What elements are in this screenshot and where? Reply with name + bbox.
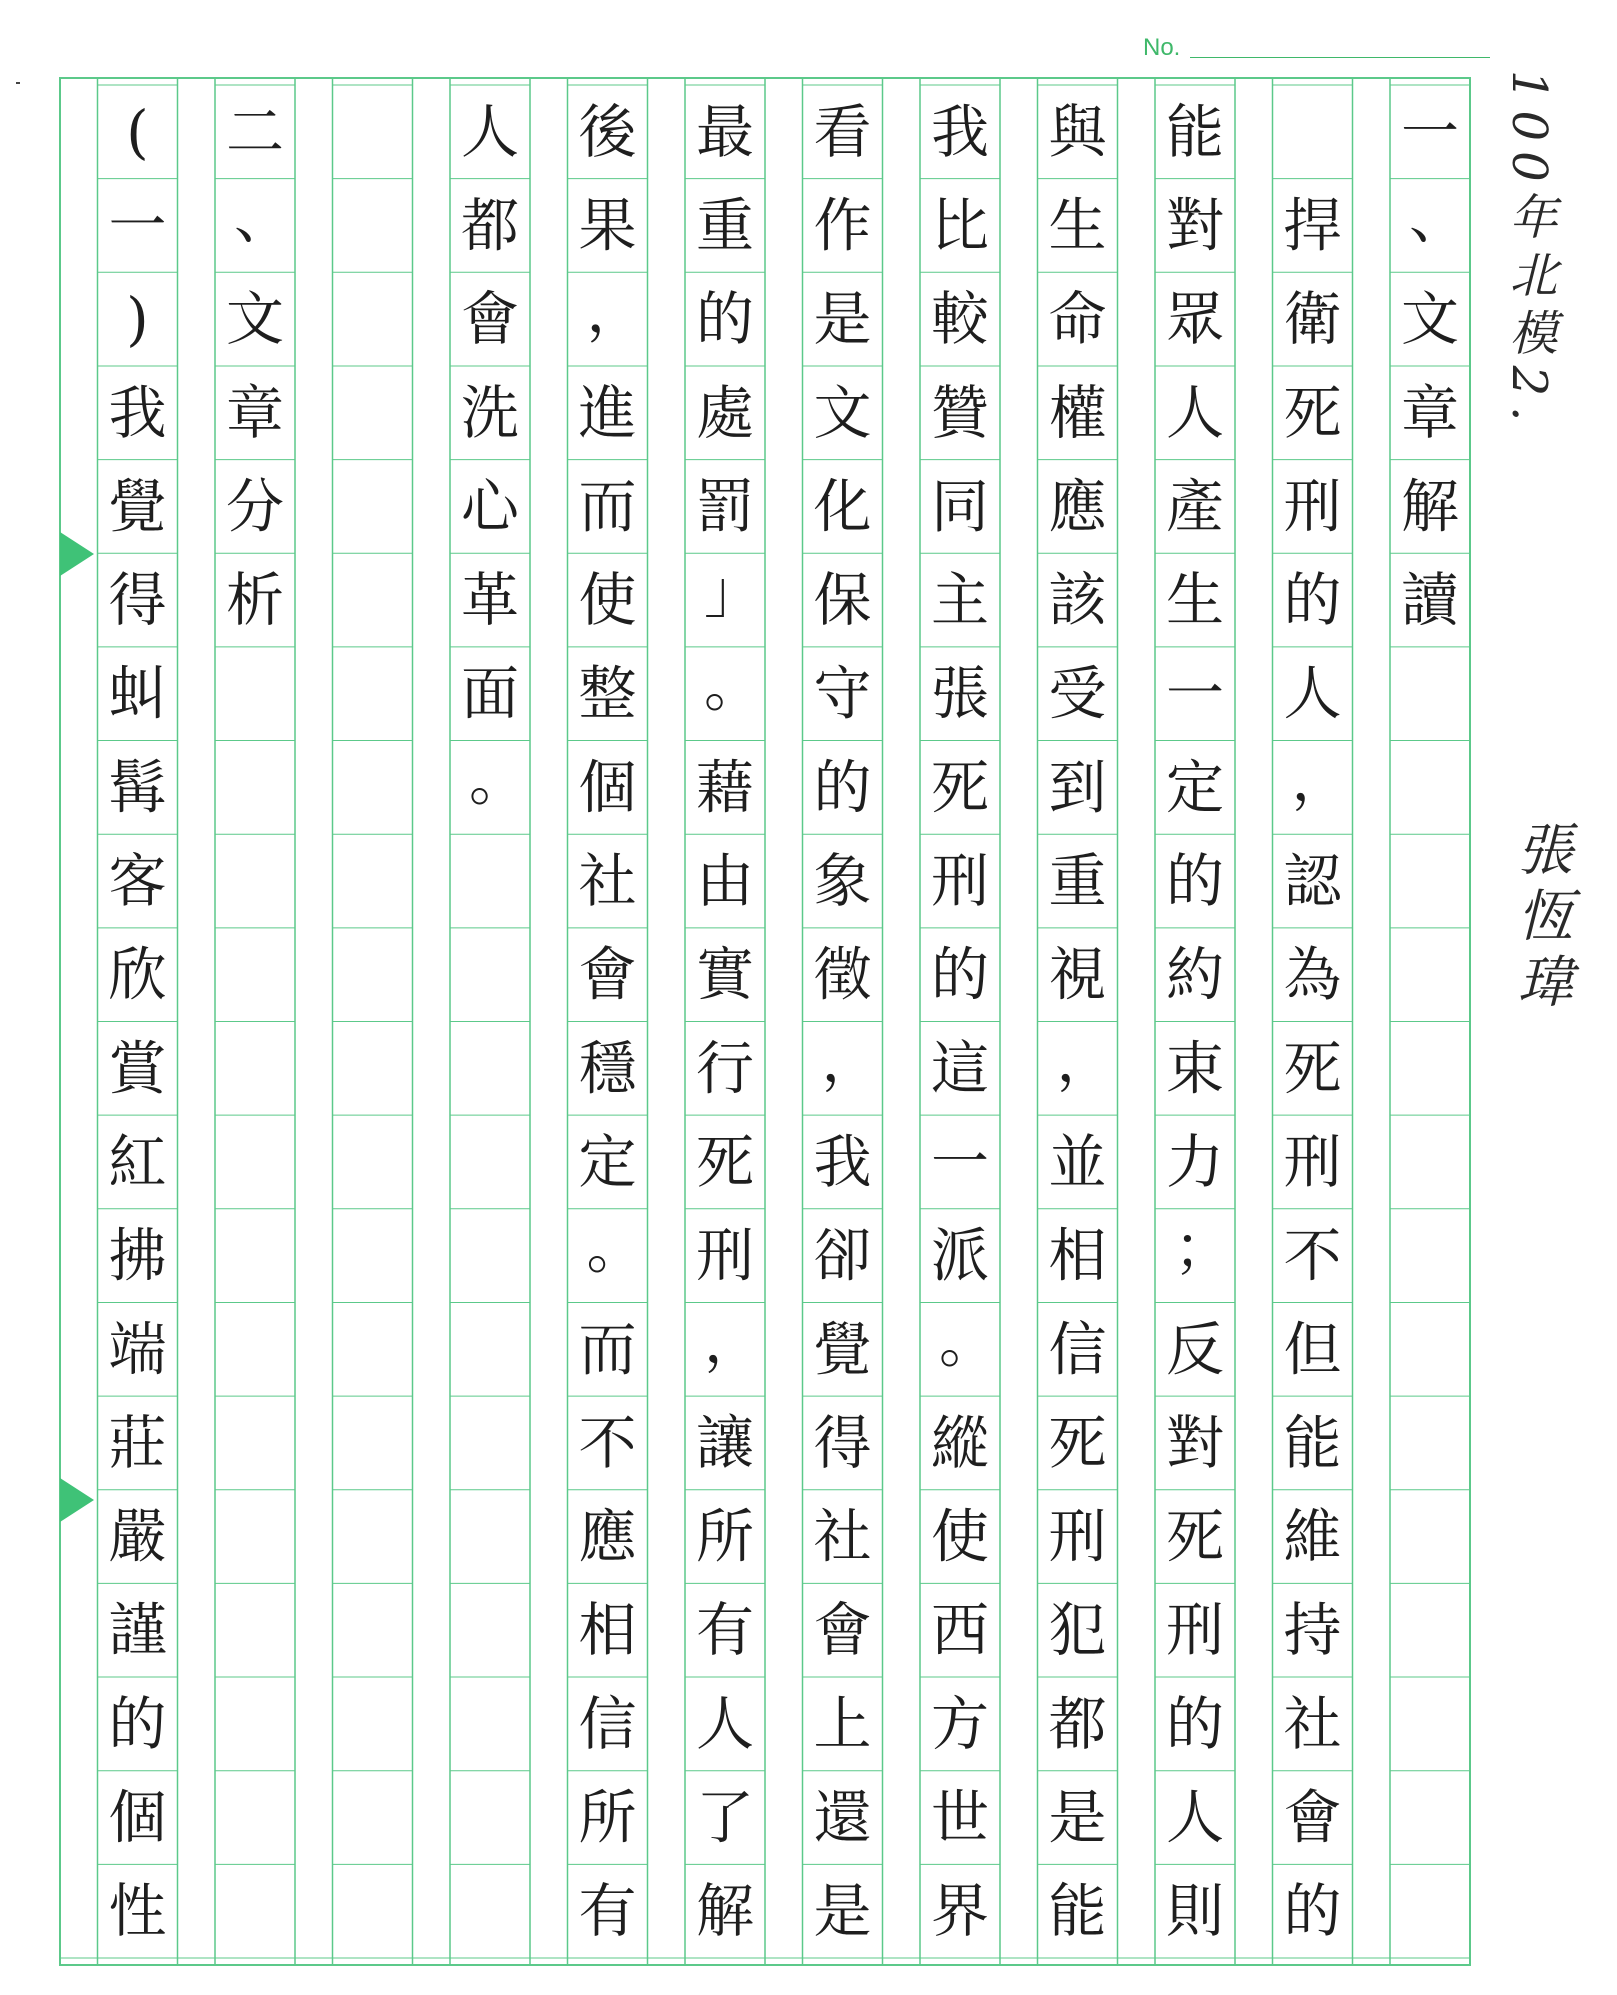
handwritten-char: 為: [1283, 940, 1342, 1009]
handwritten-char: 一: [1400, 97, 1460, 166]
handwritten-char: ；: [1173, 1213, 1233, 1282]
handwritten-char: 相: [1048, 1221, 1107, 1290]
handwritten-char: 的: [1283, 566, 1342, 635]
handwritten-char: 能: [1165, 97, 1225, 166]
handwritten-char: 對: [1165, 191, 1225, 260]
handwritten-char: 會: [1283, 1783, 1342, 1852]
handwritten-char: 讀: [1400, 566, 1460, 635]
handwritten-char: 賞: [108, 1034, 167, 1103]
handwritten-char: 刑: [930, 847, 990, 916]
handwritten-char: 社: [1283, 1689, 1342, 1758]
handwritten-char: 使: [578, 566, 637, 635]
handwritten-char: 都: [460, 191, 520, 260]
handwritten-char: 解: [1400, 472, 1460, 541]
handwritten-char: 一: [108, 191, 167, 260]
handwritten-char: 虯: [108, 659, 167, 728]
handwritten-char: 一: [1165, 659, 1225, 728]
handwritten-char: 」: [703, 558, 763, 627]
handwritten-char: 人: [1165, 1783, 1225, 1852]
handwritten-char: 社: [813, 1502, 872, 1571]
handwritten-char: 穩: [578, 1034, 637, 1103]
handwritten-char: 讓: [695, 1408, 755, 1477]
handwritten-char: 二: [225, 97, 285, 166]
handwritten-char: 覺: [813, 1315, 872, 1384]
handwritten-char: 卻: [813, 1221, 872, 1290]
handwritten-char: 會: [578, 940, 637, 1009]
handwritten-char: 刑: [1283, 472, 1342, 541]
handwritten-char: 分: [225, 472, 285, 541]
handwritten-char: 客: [108, 847, 167, 916]
handwritten-char: 面: [460, 659, 520, 728]
handwritten-char: 死: [930, 753, 990, 822]
handwritten-char: 死: [1165, 1502, 1225, 1571]
handwritten-char: 信: [1048, 1315, 1107, 1384]
handwritten-char: 處: [695, 378, 755, 447]
author-signature: 張恆瑋: [1508, 820, 1573, 1018]
handwritten-char: 覺: [108, 472, 167, 541]
handwritten-char: 。: [586, 1213, 645, 1282]
handwritten-char: 不: [1283, 1221, 1342, 1290]
handwritten-char: 髯: [108, 753, 167, 822]
handwritten-char: 的: [930, 940, 990, 1009]
handwritten-char: 對: [1165, 1408, 1225, 1477]
handwritten-char: 是: [813, 285, 872, 354]
handwritten-char: 。: [703, 651, 763, 720]
handwritten-char: 捍: [1283, 191, 1342, 260]
handwritten-char: 看: [813, 97, 872, 166]
handwritten-char: 力: [1165, 1127, 1225, 1196]
handwritten-char: (: [126, 97, 149, 166]
handwritten-char: 受: [1048, 659, 1107, 728]
handwritten-char: 方: [930, 1689, 990, 1758]
handwritten-char: 一: [930, 1127, 990, 1196]
handwritten-char: 人: [1165, 378, 1225, 447]
handwritten-char: 得: [813, 1408, 872, 1477]
handwritten-char: 都: [1048, 1689, 1107, 1758]
handwritten-char: 我: [930, 97, 990, 166]
handwritten-char: 個: [108, 1783, 167, 1852]
handwritten-char: 主: [930, 566, 990, 635]
handwritten-char: 的: [695, 285, 755, 354]
handwritten-char: 應: [578, 1502, 637, 1571]
handwritten-char: 死: [1048, 1408, 1107, 1477]
handwritten-char: 的: [1283, 1877, 1342, 1946]
handwritten-char: 的: [813, 753, 872, 822]
handwritten-char: 與: [1048, 97, 1107, 166]
handwritten-char: 能: [1283, 1408, 1342, 1477]
handwritten-char: ，: [821, 1026, 880, 1095]
handwritten-char: 。: [468, 745, 528, 814]
handwritten-char: 死: [1283, 1034, 1342, 1103]
handwritten-char: 定: [1165, 753, 1225, 822]
handwritten-char: 文: [813, 378, 872, 447]
handwritten-char: 解: [695, 1877, 755, 1946]
handwritten-char: 文: [1400, 285, 1460, 354]
handwritten-char: ，: [1056, 1026, 1115, 1095]
handwritten-char: 生: [1048, 191, 1107, 260]
handwritten-char: 的: [1165, 1689, 1225, 1758]
handwritten-char: 會: [460, 285, 520, 354]
handwritten-char: 同: [930, 472, 990, 541]
handwritten-char: 比: [930, 191, 990, 260]
handwritten-char: 拂: [108, 1221, 167, 1290]
handwritten-char: 個: [578, 753, 637, 822]
handwritten-char: 產: [1165, 472, 1225, 541]
handwritten-char: 刑: [1283, 1127, 1342, 1196]
handwritten-char: 生: [1165, 566, 1225, 635]
handwritten-char: 並: [1048, 1127, 1107, 1196]
handwritten-char: 的: [108, 1689, 167, 1758]
handwritten-char: ): [126, 285, 149, 354]
handwritten-char: 認: [1283, 847, 1342, 916]
handwritten-char: 能: [1048, 1877, 1107, 1946]
sheet-tab-top: [60, 532, 94, 576]
handwritten-char: 行: [695, 1034, 755, 1103]
handwritten-char: 這: [930, 1034, 990, 1103]
handwritten-char: ，: [703, 1307, 763, 1376]
handwritten-char: ，: [1291, 745, 1350, 814]
handwritten-char: 派: [930, 1221, 990, 1290]
handwritten-char: 實: [695, 940, 755, 1009]
handwritten-char: 章: [225, 378, 285, 447]
handwritten-char: 人: [1283, 659, 1342, 728]
handwritten-char: 西: [930, 1596, 990, 1665]
handwritten-char: 心: [460, 472, 520, 541]
handwritten-char: 刑: [695, 1221, 755, 1290]
handwritten-char: 相: [578, 1596, 637, 1665]
handwritten-char: 整: [578, 659, 637, 728]
handwritten-char: 死: [1283, 378, 1342, 447]
handwritten-char: 守: [813, 659, 872, 728]
handwritten-char: 但: [1283, 1315, 1342, 1384]
handwritten-char: 罰: [695, 472, 755, 541]
handwritten-char: 我: [813, 1127, 872, 1196]
handwritten-char: 洗: [460, 378, 520, 447]
handwritten-char: 性: [108, 1877, 167, 1946]
handwritten-char: 了: [695, 1783, 755, 1852]
handwritten-char: 衛: [1283, 285, 1342, 354]
handwritten-char: 社: [578, 847, 637, 916]
handwritten-char: 。: [938, 1307, 998, 1376]
handwritten-char: 謹: [108, 1596, 167, 1665]
handwritten-char: 析: [225, 566, 285, 635]
handwritten-char: 界: [930, 1877, 990, 1946]
handwritten-char: 還: [813, 1783, 872, 1852]
handwritten-char: 最: [695, 97, 755, 166]
handwritten-char: 、: [1408, 183, 1468, 252]
handwritten-char: 視: [1048, 940, 1107, 1009]
handwritten-char: 所: [695, 1502, 755, 1571]
handwritten-char: 信: [578, 1689, 637, 1758]
handwritten-char: 莊: [108, 1408, 167, 1477]
handwritten-char: 持: [1283, 1596, 1342, 1665]
handwritten-char: 有: [695, 1596, 755, 1665]
handwritten-char: 上: [813, 1689, 872, 1758]
handwritten-char: 到: [1048, 753, 1107, 822]
handwritten-char: 所: [578, 1783, 637, 1852]
handwritten-char: 進: [578, 378, 637, 447]
handwritten-char: 果: [578, 191, 637, 260]
handwritten-char: 縱: [930, 1408, 990, 1477]
handwritten-char: 欣: [108, 940, 167, 1009]
margin-note-top: 100年北模2.: [1501, 70, 1557, 432]
handwritten-char: 革: [460, 566, 520, 635]
handwritten-char: 重: [1048, 847, 1107, 916]
handwritten-char: [1283, 98, 1341, 166]
handwritten-char: 贊: [930, 378, 990, 447]
handwritten-char: 是: [813, 1877, 872, 1946]
handwritten-char: 的: [1165, 847, 1225, 916]
handwritten-char: 端: [108, 1315, 167, 1384]
number-label: No.: [1143, 34, 1181, 61]
handwritten-char: 重: [695, 191, 755, 260]
handwritten-char: 象: [813, 847, 872, 916]
handwritten-char: 會: [813, 1596, 872, 1665]
handwritten-char: 而: [578, 472, 637, 541]
handwritten-char: 則: [1165, 1877, 1225, 1946]
handwritten-char: 不: [578, 1408, 637, 1477]
handwritten-char: 維: [1283, 1502, 1342, 1571]
handwritten-char: 該: [1048, 566, 1107, 635]
handwritten-char: 使: [930, 1502, 990, 1571]
handwritten-char: 紅: [108, 1127, 167, 1196]
number-field-line: [1190, 57, 1490, 58]
handwritten-char: 章: [1400, 378, 1460, 447]
handwritten-char: 而: [578, 1315, 637, 1384]
handwritten-char: 束: [1165, 1034, 1225, 1103]
handwritten-char: 作: [813, 191, 872, 260]
handwritten-char: 刑: [1048, 1502, 1107, 1571]
handwritten-char: 藉: [695, 753, 755, 822]
handwritten-char: 死: [695, 1127, 755, 1196]
handwritten-char: 世: [930, 1783, 990, 1852]
sheet-tab-bottom: [60, 1478, 94, 1522]
handwritten-char: 是: [1048, 1783, 1107, 1852]
handwritten-char: 犯: [1048, 1596, 1107, 1665]
handwritten-char: 定: [578, 1127, 637, 1196]
handwritten-char: 較: [930, 285, 990, 354]
handwritten-char: 我: [108, 378, 167, 447]
handwritten-char: 人: [695, 1689, 755, 1758]
handwritten-char: 約: [1165, 940, 1225, 1009]
handwritten-char: 嚴: [108, 1502, 167, 1571]
handwritten-char: 徵: [813, 940, 872, 1009]
handwritten-char: 人: [460, 97, 520, 166]
handwritten-char: 化: [813, 472, 872, 541]
handwritten-char: 由: [695, 847, 755, 916]
handwritten-char: 眾: [1165, 285, 1225, 354]
handwritten-char: 有: [578, 1877, 637, 1946]
handwritten-char: 命: [1048, 285, 1107, 354]
handwritten-char: 反: [1165, 1315, 1225, 1384]
handwritten-char: 得: [108, 566, 167, 635]
handwritten-char: 張: [930, 659, 990, 728]
handwritten-char: 應: [1048, 472, 1107, 541]
handwritten-char: 文: [225, 285, 285, 354]
handwritten-char: ，: [586, 277, 645, 346]
handwritten-char: 刑: [1165, 1596, 1225, 1665]
handwritten-char: 保: [813, 566, 872, 635]
handwritten-char: 、: [233, 183, 293, 252]
handwritten-char: 權: [1048, 378, 1107, 447]
handwritten-char: 後: [578, 97, 637, 166]
page-edge-mark: [16, 82, 20, 84]
